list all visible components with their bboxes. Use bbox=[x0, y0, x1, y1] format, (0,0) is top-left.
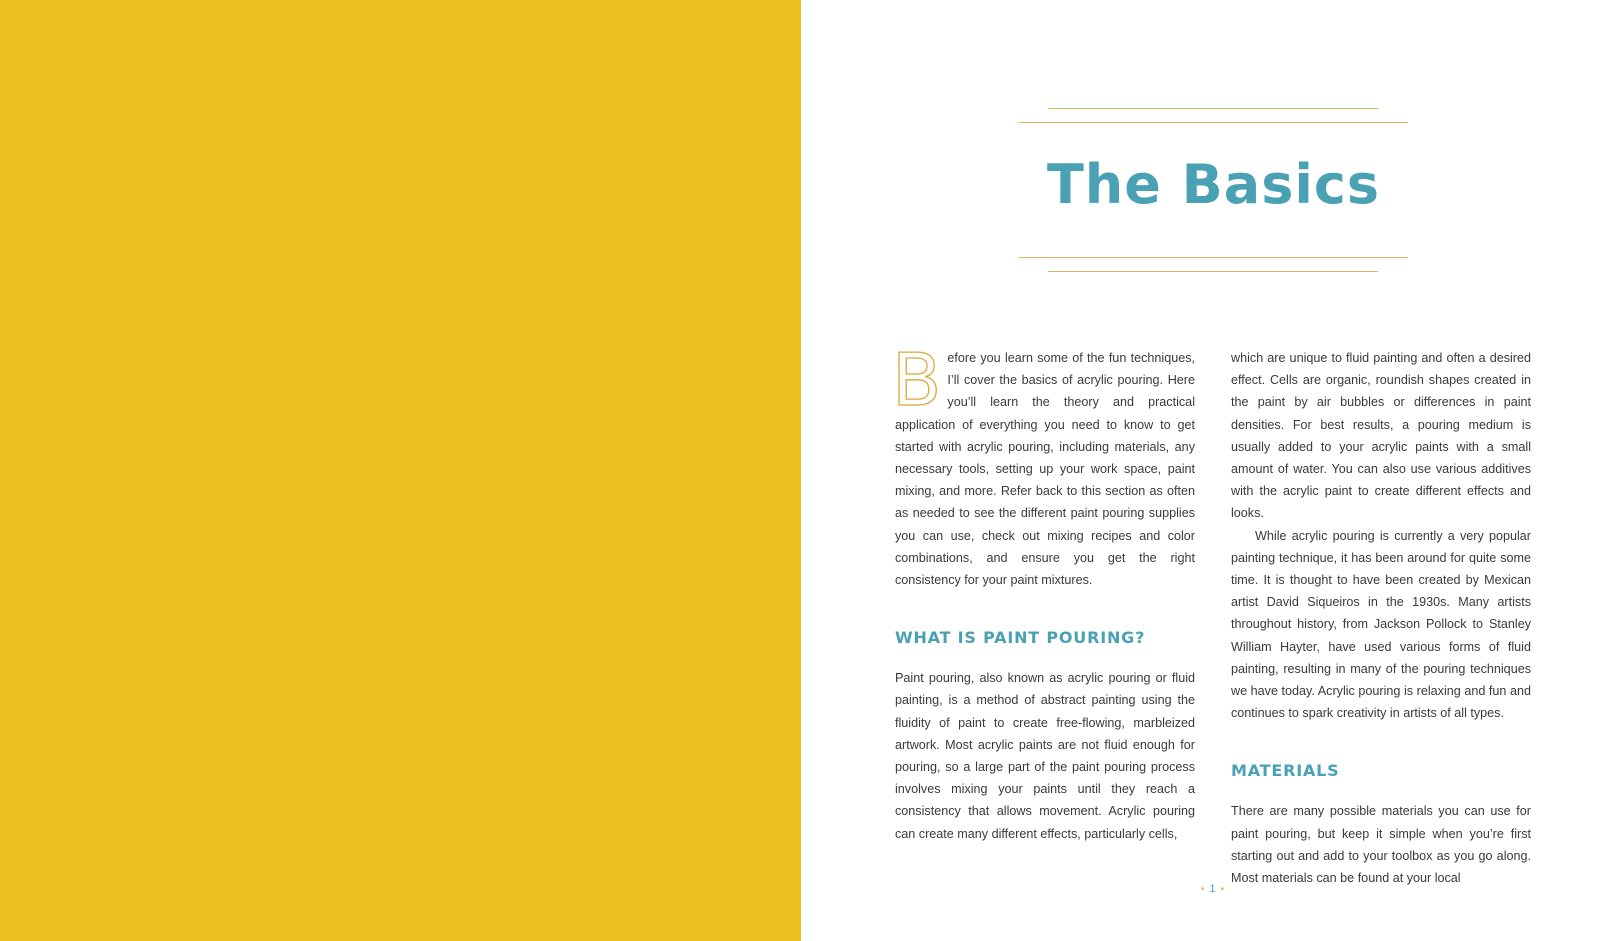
paint-pouring-paragraph-1: Paint pouring, also known as acrylic pouring or fluid painting, is a method of abstract painting using the fluidity of paint to create free-flowing, marbleized artwork. Most acrylic paints are not fluid enough for pouring, so a large part of the paint pouring process involves mixing your paints until they reach a consistency that allows movement. Acrylic pouring can create many different effects, particularly cells, bbox=[895, 671, 1195, 841]
title-rule-bottom-long bbox=[1019, 257, 1408, 258]
text-column-left bbox=[892, 338, 1195, 845]
intro-text: efore you learn some of the fun techniques, I’ll cover the basics of acrylic pouring. Here you’ll learn the theory and practical application of everything you need to know to get started with acrylic pouring, including materials, any necessary tools, setting up your work space, paint mixing, and more. Refer back to this section as often as needed to see the different paint pouring supplies you can use, check out mixing recipes and color combinations, and ensure you get the right consistency for your paint mixtures. bbox=[895, 351, 1195, 588]
section-heading-paint-pouring: WHAT IS PAINT POURING? bbox=[895, 628, 1146, 648]
title-rule-bottom-short bbox=[1048, 271, 1378, 272]
title-rule-top-short bbox=[1048, 108, 1378, 109]
title-rule-top-long bbox=[1019, 122, 1408, 123]
page-title: The Basics bbox=[1046, 153, 1381, 216]
section-heading-materials: MATERIALS bbox=[1231, 761, 1340, 781]
paint-pouring-paragraph-2: While acrylic pouring is currently a very popular painting technique, it has been around for quite some time. It is thought to have been created by Mexican artist David Siqueiros in the 1930s. Many artists throughout history, from Jackson Pollock to Stanley William Hayter, have used various forms of fluid painting, resulting in many of the pouring techniques we have today. Acrylic pouring is relaxing and fun and continues to spark creativity in artists of all types. bbox=[1231, 528, 1531, 721]
materials-paragraph-1: There are many possible materials you can use for paint pouring, but keep it simple when you’re first starting out and add to your toolbox as you go along. Most materials can be found at your local bbox=[1231, 804, 1531, 886]
paint-pouring-paragraph-1-continued: which are unique to fluid painting and often a desired effect. Cells are organic, roundish shapes created in the paint by air bubbles or differences in paint densities. For best results, a pouring medium is usually added to your acrylic paints with a small amount of water. You can also use various additives with the acrylic paint to create different effects and looks. bbox=[1231, 351, 1531, 521]
intro-paragraph bbox=[892, 338, 1195, 591]
text-column-right bbox=[1231, 347, 1531, 889]
drop-cap: B bbox=[892, 338, 942, 422]
page-number-dot-right: • bbox=[1220, 884, 1226, 895]
page-number bbox=[1183, 883, 1243, 895]
page-number-value: 1 bbox=[1209, 883, 1217, 895]
page-number-dot-left: • bbox=[1200, 884, 1206, 895]
